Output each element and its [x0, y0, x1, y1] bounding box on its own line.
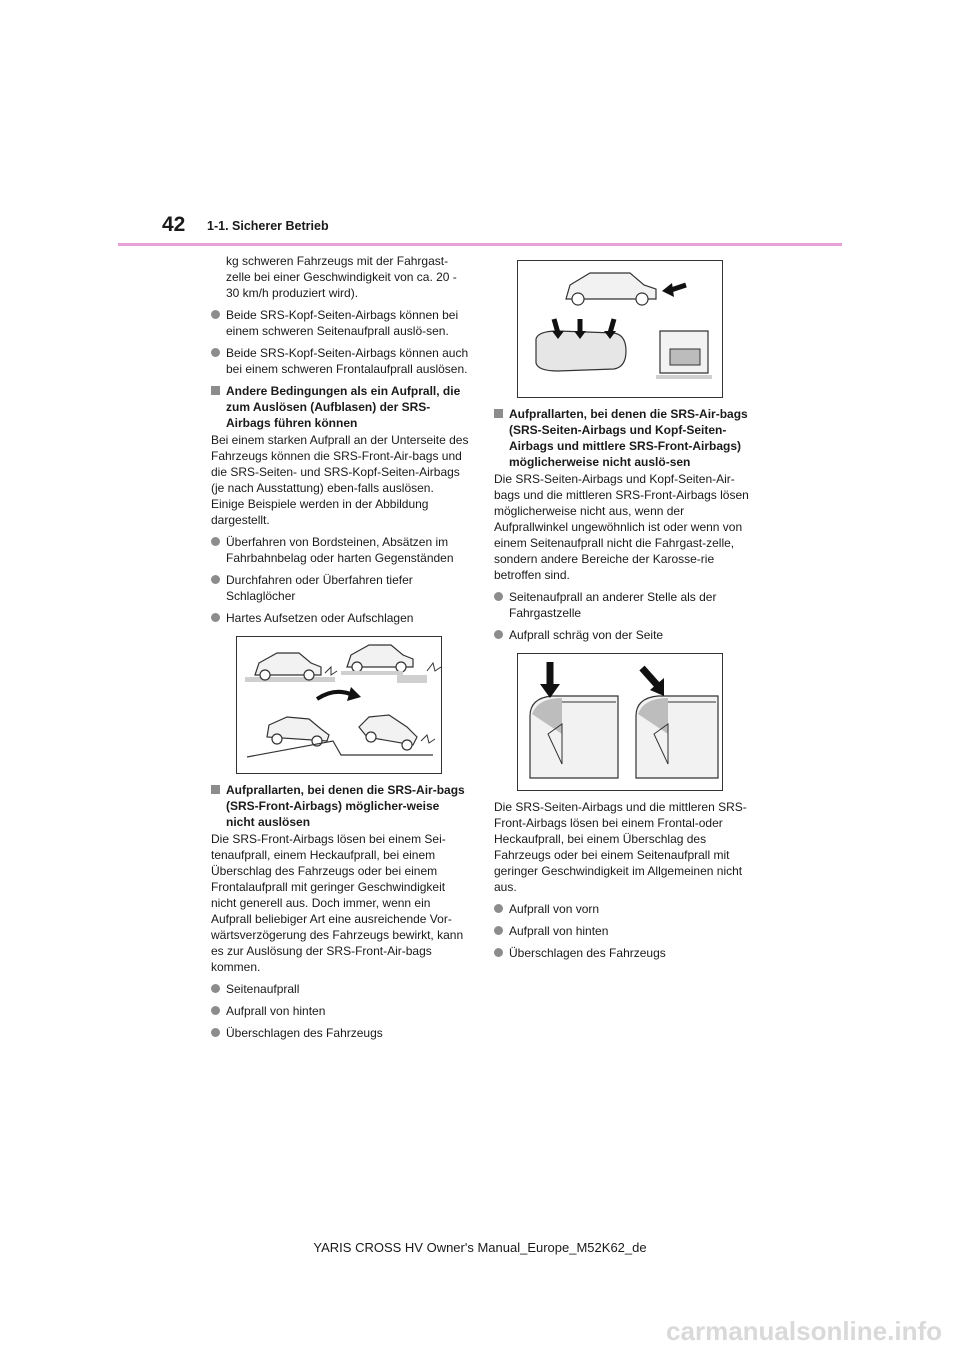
header-rule	[118, 243, 842, 246]
underbody-impacts-illustration	[237, 637, 441, 773]
bullet-dot-icon	[211, 1006, 220, 1015]
section-title: 1-1. Sicherer Betrieb	[207, 219, 329, 233]
page-number: 42	[162, 213, 186, 236]
figure-angled-impact	[517, 653, 723, 791]
bullet-item: Hartes Aufsetzen oder Aufschlagen	[211, 610, 469, 626]
figure-side-impact	[517, 260, 723, 398]
intro-text: kg schweren Fahrzeugs mit der Fahrgast-zelle bei einer Geschwindigkeit von ca. 20 - 30 km/h produziert wird).	[226, 254, 457, 300]
bullet-dot-icon	[211, 537, 220, 546]
bullet-dot-icon	[494, 630, 503, 639]
paragraph: Bei einem starken Aufprall an der Unterseite des Fahrzeugs können die SRS-Front-Air-bags und die SRS-Seiten- und SRS-Kopf-Seiten-Airbags (je nach Ausstattung) eben-falls auslösen. Einige Beispiele werden in der Abbildung dargestellt.	[211, 433, 469, 527]
bullet-item: Aufprall von hinten	[494, 923, 758, 939]
figure-underbody-impacts	[236, 636, 442, 774]
bullet-dot-icon	[211, 575, 220, 584]
bullet-dot-icon	[211, 613, 220, 622]
bullet-item: Seitenaufprall	[211, 981, 469, 997]
square-bullet-icon	[211, 386, 220, 395]
section-heading: Aufprallarten, bei denen die SRS-Air-bags (SRS-Seiten-Airbags und Kopf-Seiten-Airbags und mittlere SRS-Front-Airbags) möglicherweise nicht auslö-sen	[494, 406, 758, 470]
side-impact-illustration	[518, 261, 722, 397]
paragraph: Die SRS-Front-Airbags lösen bei einem Sei-tenaufprall, einem Heckaufprall, bei einem Überschlag des Fahrzeugs oder bei einem Frontalaufprall mit geringer Geschwindigkeit nicht generell aus. Doch immer, wenn ein Aufprall beliebiger Art eine ausreichende Vor-wärtsverzögerung des Fahrzeugs bewirkt, kann es zur Auslösung der SRS-Front-Air-bags kommen.	[211, 832, 464, 974]
watermark-logo: carmanualsonline.info	[666, 1316, 942, 1346]
bullet-dot-icon	[494, 948, 503, 957]
bullet-item: Überschlagen des Fahrzeugs	[494, 945, 758, 961]
bullet-dot-icon	[494, 926, 503, 935]
paragraph: Die SRS-Seiten-Airbags und Kopf-Seiten-Air-bags und die mittleren SRS-Front-Airbags lösen möglicherweise nicht aus, wenn der Aufprallwinkel ungewöhnlich ist oder wenn von einem Seitenaufprall nicht die Fahrgast-zelle, sondern andere Bereiche der Karosse-rie betroffen sind.	[494, 472, 749, 582]
bullet-item: Aufprall schräg von der Seite	[494, 627, 758, 643]
bullet-dot-icon	[494, 904, 503, 913]
section-heading: Andere Bedingungen als ein Aufprall, die zum Auslösen (Aufblasen) der SRS-Airbags führen können	[211, 383, 469, 431]
bullet-item: Seitenaufprall an anderer Stelle als der Fahrgastzelle	[494, 589, 758, 621]
bullet-item: Überfahren von Bordsteinen, Absätzen im Fahrbahnbelag oder harten Gegenständen	[211, 534, 469, 566]
section-heading: Aufprallarten, bei denen die SRS-Air-bags (SRS-Front-Airbags) möglicher-weise nicht auslösen	[211, 782, 469, 830]
bullet-dot-icon	[211, 310, 220, 319]
square-bullet-icon	[494, 409, 503, 418]
square-bullet-icon	[211, 785, 220, 794]
bullet-item: Beide SRS-Kopf-Seiten-Airbags können auch bei einem schweren Frontalaufprall auslösen.	[211, 345, 469, 377]
angled-impact-illustration	[518, 654, 722, 790]
bullet-item: Durchfahren oder Überfahren tiefer Schlaglöcher	[211, 572, 469, 604]
left-column	[211, 253, 469, 1047]
bullet-dot-icon	[211, 1028, 220, 1037]
bullet-item: Aufprall von vorn	[494, 901, 758, 917]
bullet-item: Beide SRS-Kopf-Seiten-Airbags können bei einem schweren Seitenaufprall auslö-sen.	[211, 307, 469, 339]
bullet-dot-icon	[211, 984, 220, 993]
right-column	[494, 260, 758, 967]
page-footer: YARIS CROSS HV Owner's Manual_Europe_M52K62_de	[313, 1240, 647, 1255]
paragraph: Die SRS-Seiten-Airbags und die mittleren SRS-Front-Airbags lösen bei einem Frontal-oder Heckaufprall, bei einem Überschlag des Fahrzeugs oder bei einem Seitenaufprall mit geringer Geschwindigkeit im Allgemeinen nicht aus.	[494, 800, 747, 894]
bullet-item: Aufprall von hinten	[211, 1003, 469, 1019]
bullet-item: Überschlagen des Fahrzeugs	[211, 1025, 469, 1041]
bullet-dot-icon	[211, 348, 220, 357]
bullet-dot-icon	[494, 592, 503, 601]
